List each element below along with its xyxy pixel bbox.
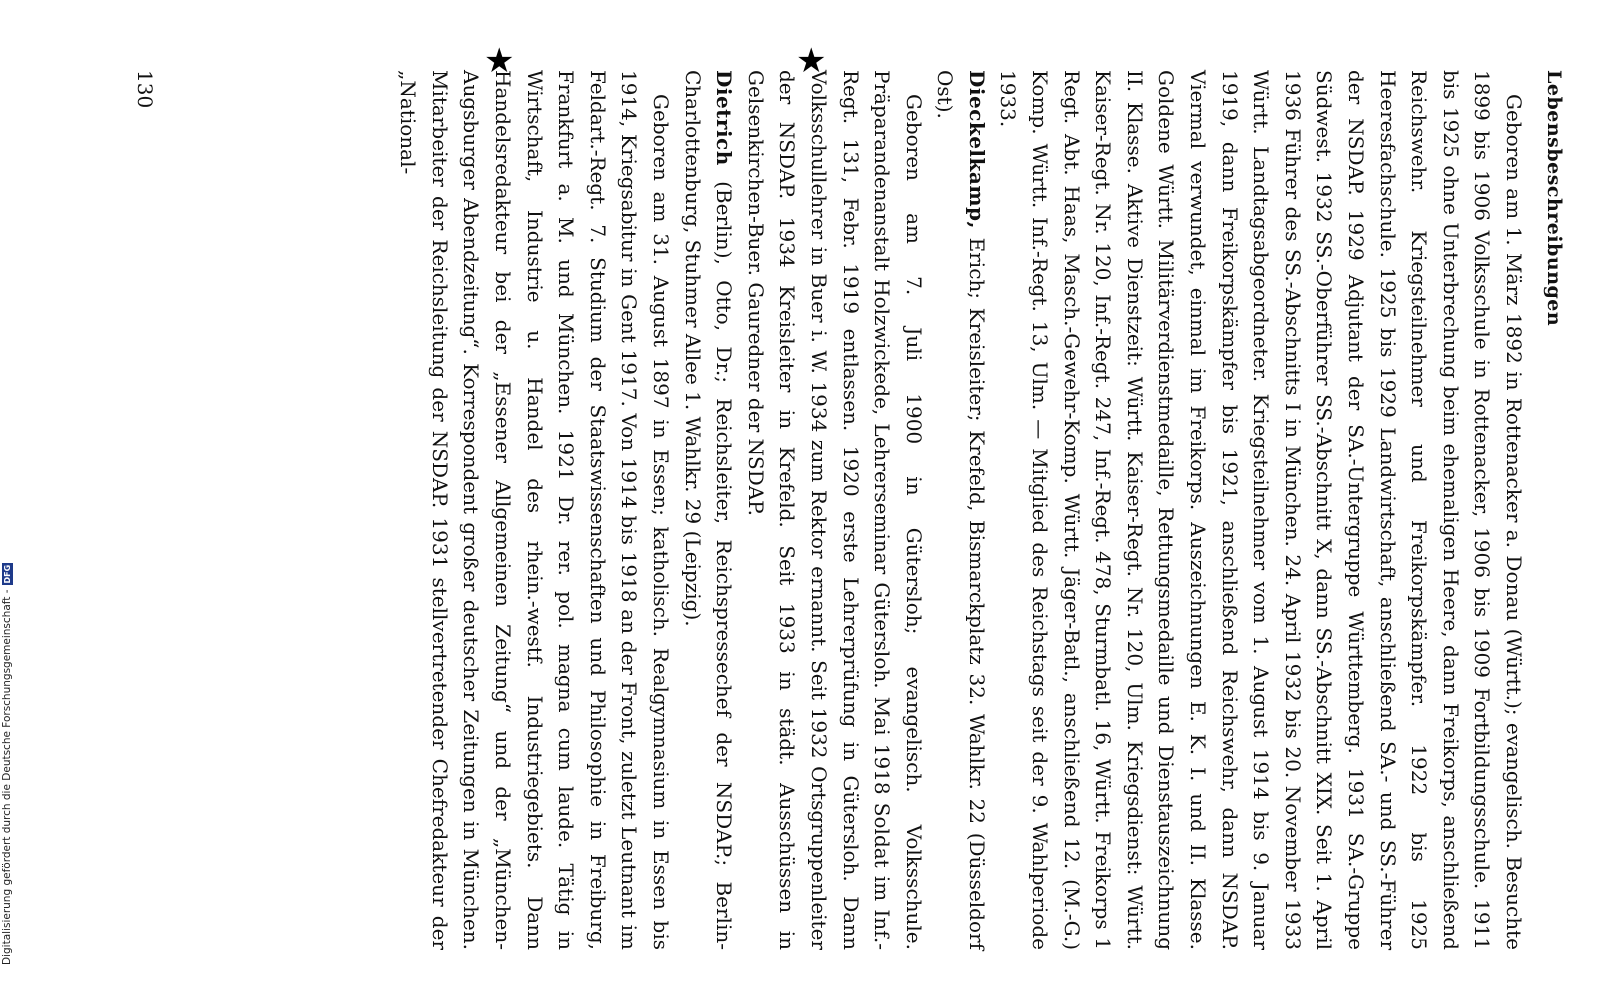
- entry-body: Geboren am 31. August 1897 in Essen; katholisch. Realgymnasium in Essen bis 1914, Kriegsabitur in Gent 1917. Von 1914 bis 1918 an der Front, zuletzt Leutnant im Feldart.-Regt. 7. Studium der Staatswissenschaften und Philosophie in Freiburg, Frankfurt a. M. und München. 1921 Dr. rer. pol. magna cum laude. Tätig in Wirtschaft, Industrie u. Handel des rhein.-westf. Industriegebiets. Dann Handelsredakteur bei der „Essener Allgemeinen Zeitung“ und der „München-Augsburger Abendzeitung“. Korrespondent großer deutscher Zeitungen in München. Mitarbeiter der Reichsleitung der NSDAP. 1931 stellvertretender Chefredakteur der „National-: [396, 70, 673, 950]
- dfg-credit-note: [0, 564, 14, 965]
- dfg-logo-icon: DFG: [2, 564, 12, 584]
- entry-body: Geboren am 7. Juli 1900 in Gütersloh; evangelisch. Volksschule. Präparandenanstalt Holzwickede, Lehrerseminar Gütersloh. Mai 1918 Soldat im Inf.-Regt. 131, Febr. 1919 entlassen. 1920 erste Lehrerprüfung in Gütersloh. Dann Volksschullehrer in Buer i. W. 1934 zum Rektor ernannt. Seit 1932 Ortsgruppenleiter der NSDAP. 1934 Kreisleiter in Krefeld. Seit 1933 in städt. Ausschüssen in Gelsenkirchen-Buer. Gauredner der NSDAP.: [743, 70, 926, 950]
- entry-dieckelkamp: [739, 70, 992, 950]
- rotated-page: [105, 50, 1565, 980]
- entry-header-text: (Berlin), Otto, Dr.; Reichsleiter, Reichspressechef der NSDAP.; Berlin-Charlottenburg, Stuhmer Allee 1. Wahlkr. 29 (Leipzig).: [680, 70, 737, 950]
- entry-heading: [929, 70, 992, 950]
- dfg-credit-text: Digitalisierung gefördert durch die Deutsche Forschungsgemeinschaft -: [1, 589, 13, 965]
- entry-name: Dietrich: [712, 70, 737, 166]
- page-number: 130: [133, 70, 157, 109]
- entry-continued: [992, 70, 1529, 950]
- entry-name: Dieckelkamp,: [964, 70, 989, 229]
- entry-body: Geboren am 1. März 1892 in Rottenacker a. Donau (Württ.); evangelisch. Besuchte 1899 bis 1906 Volksschule in Rottenacker, 1906 bis 1909 Fortbildungsschule. 1911 bis 1925 ohne Unterbrechung beim ehemaligen Heere, dann Freikorps, anschließend Reichswehr. Kriegsteilnehmer und Freikorpskämpfer. 1922 bis 1925 Heeresfachschule. 1925 bis 1929 Landwirtschaft, anschließend SA.- und SS.-Führer der NSDAP. 1929 Adjutant der SA.-Untergruppe Württemberg. 1931 SA.-Gruppe Südwest. 1932 SS.-Oberführer SS.-Abschnitt X, dann SS.-Abschnitt XIX. Seit 1. April 1936 Führer des SS.-Abschnitts I in München. 24. April 1932 bis 20. November 1933 Württ. Landtagsabgeordneter. Kriegsteilnehmer vom 1. August 1914 bis 9. Januar 1919, dann Freikorpskämpfer bis 1921, anschließend Reichswehr, dann NSDAP. Viermal verwundet, einmal im Freikorps. Auszeichnungen E. K. I. und II. Klasse. Goldene Württ. Militärverdienstmedaille, Rettungsmedaille und Dienstauszeichnung II. Klasse. Aktive Dienstzeit: Württ. Kaiser-Regt. Nr. 120, Ulm. Kriegsdienst: Württ. Kaiser-Regt. Nr. 120, Inf.-Regt. 247, Inf.-Regt. 478, Sturmbatl. 16, Württ. Freikorps 1 Regt. Abt. Haas, Masch.-Gewehr-Komp. Württ. Jäger-Batl., anschließend 12. (M.-G.) Komp. Württ. Inf.-Regt. 13, Ulm. — Mitglied des Reichstags seit der 9. Wahlperiode 1933.: [996, 70, 1526, 950]
- running-head: Lebensbeschreibungen: [1543, 70, 1565, 327]
- star-marker-2: ★: [484, 41, 515, 81]
- star-marker-1: ★: [796, 41, 827, 81]
- entry-dietrich: [392, 70, 740, 950]
- entry-heading: [676, 70, 739, 950]
- entry-header-text: Erich; Kreisleiter; Krefeld, Bismarckplatz 32. Wahlkr. 22 (Düsseldorf Ost).: [933, 70, 989, 950]
